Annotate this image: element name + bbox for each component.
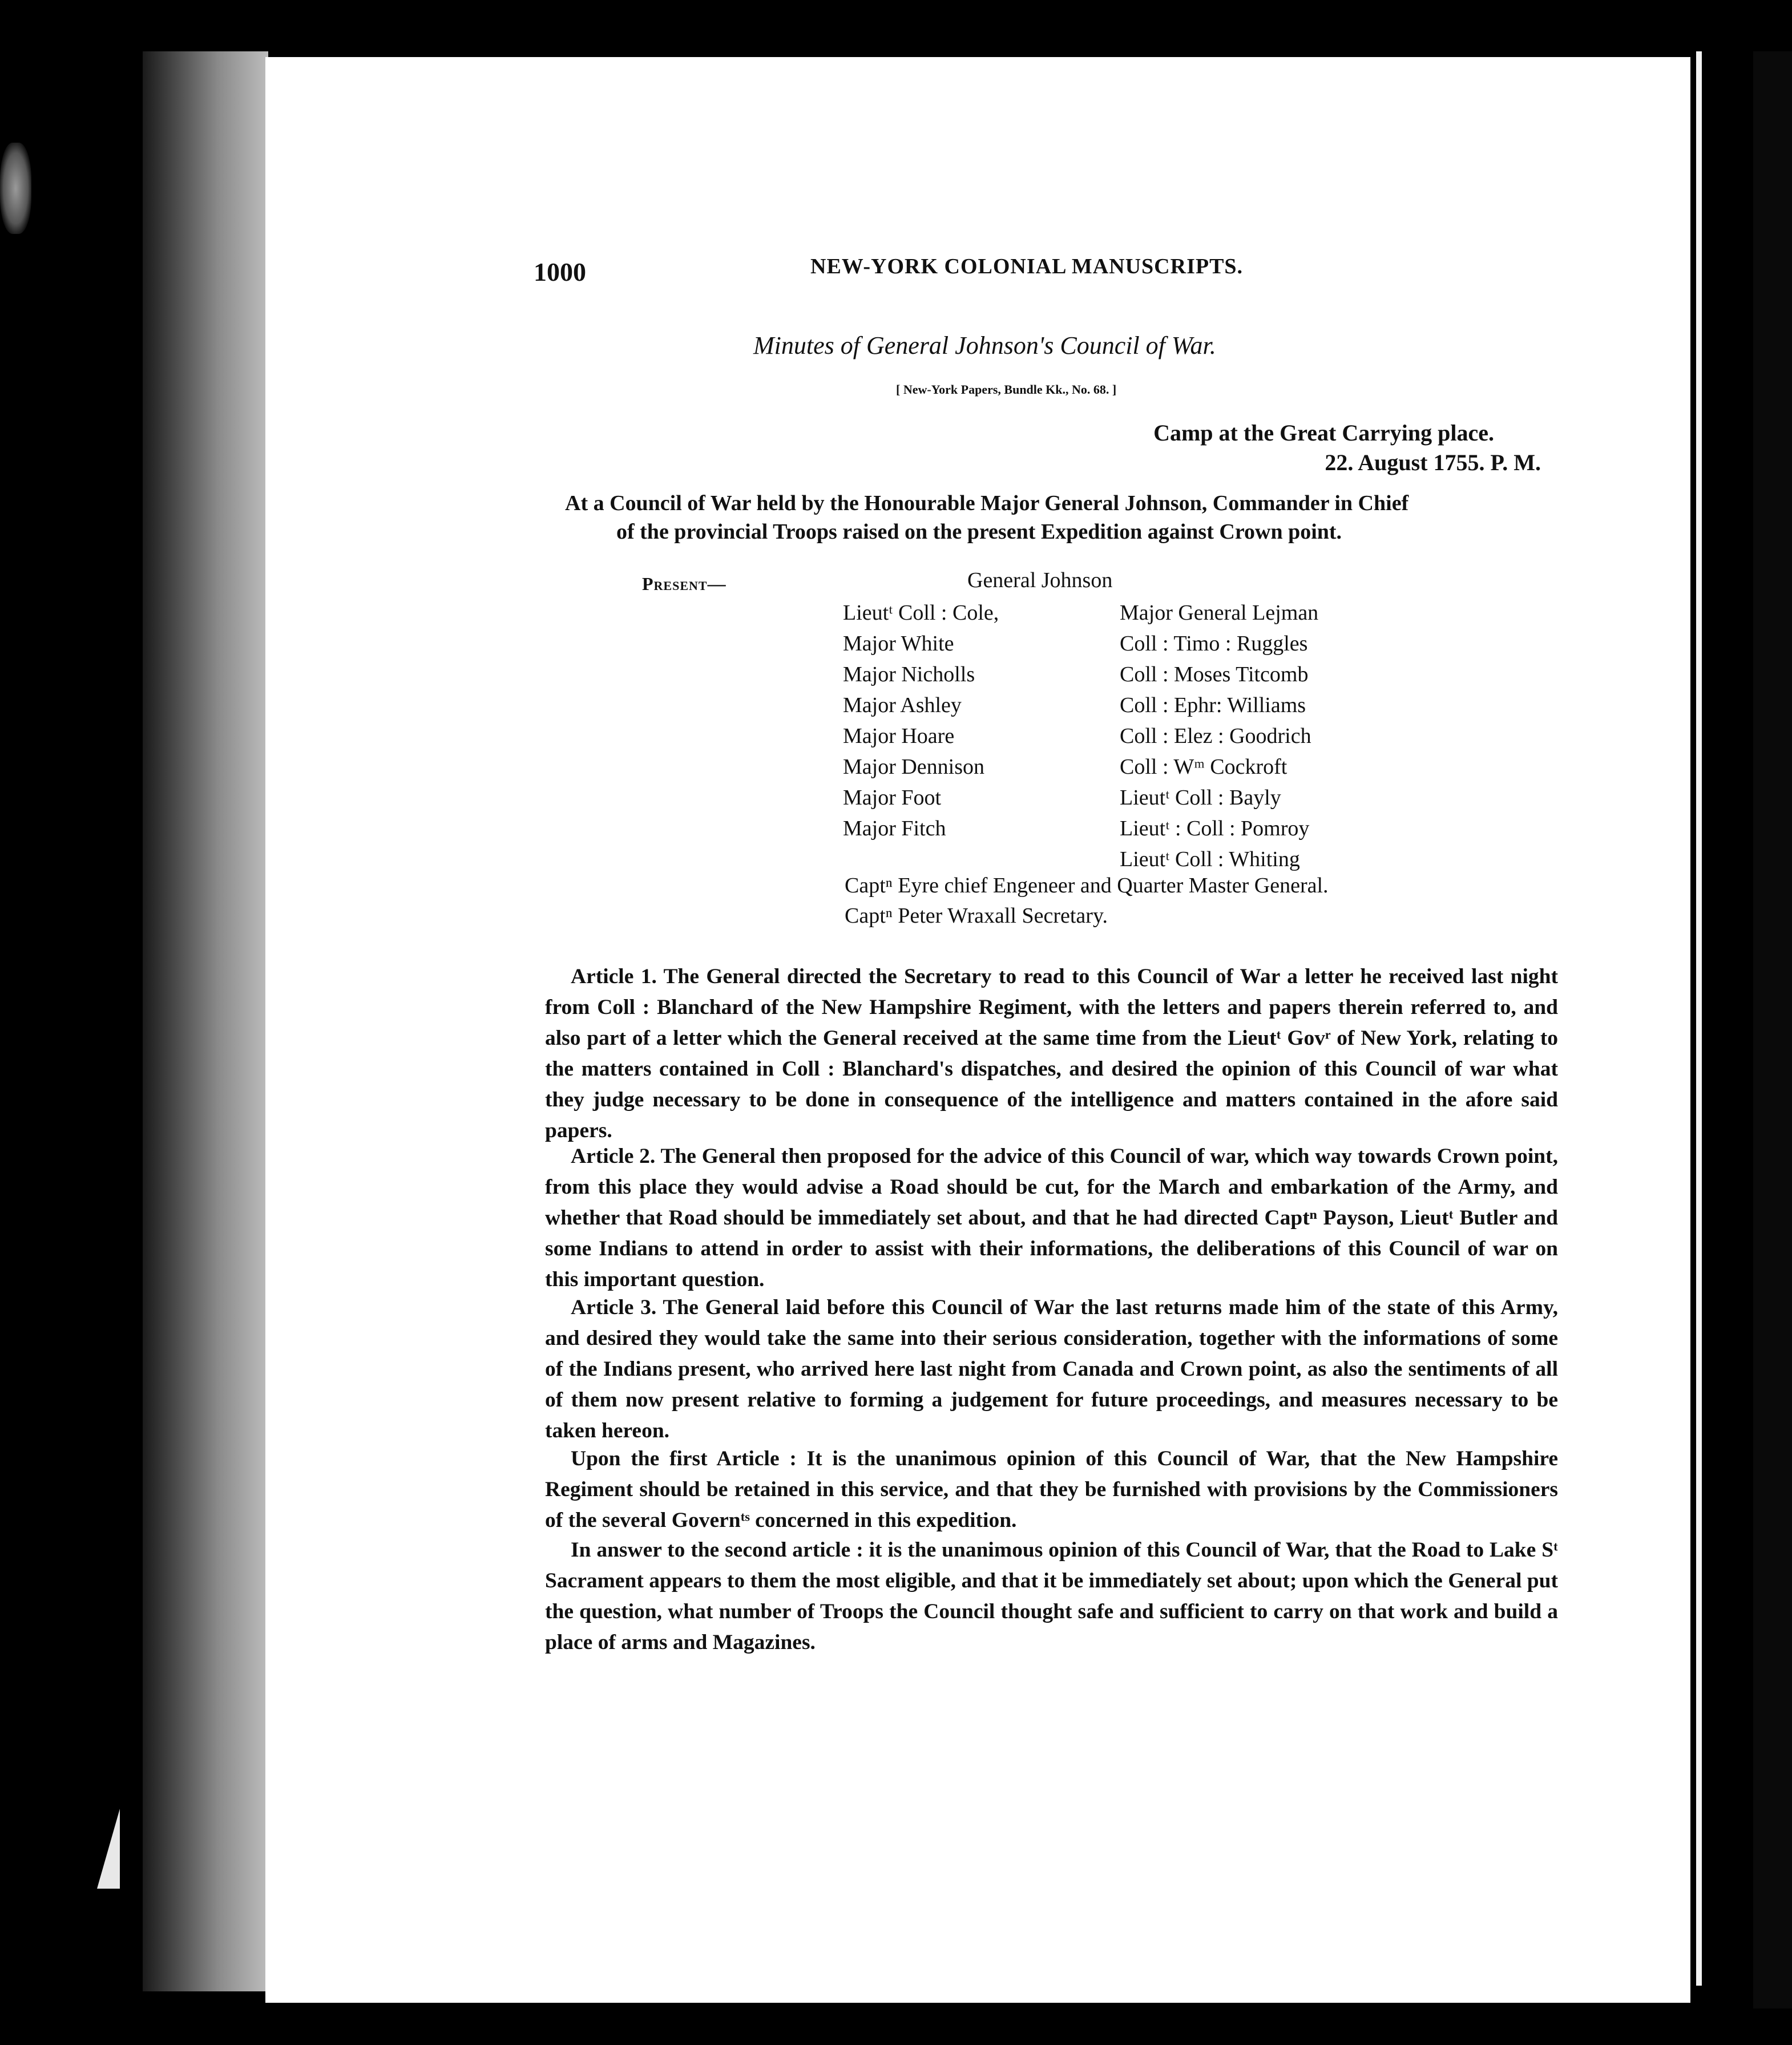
attendee-name: Major General Lejman: [1120, 601, 1319, 625]
officer-line: Captⁿ Peter Wraxall Secretary.: [845, 904, 1108, 928]
document-title: Minutes of General Johnson's Council of War.: [753, 332, 1216, 359]
scan-blot: [0, 143, 31, 234]
article-paragraph: Article 2. The General then proposed for the advice of this Council of war, which way towards Crown point, from this place they would advise a Road should be cut, for the March and embarkation of the Army, and whether that Road should be immediately set about, and that he had directed Captⁿ Payson, Lieutᵗ Butler and some Indians to attend in order to assist with their informations, the deliberations of this Council of war on this important question.: [545, 1145, 1558, 1291]
attendee-name: Coll : Wᵐ Cockroft: [1120, 755, 1288, 779]
article-paragraph: Article 3. The General laid before this Council of War the last returns made him of the state of this Army, and desired they would take the same into their serious consideration, together with the informations of some of the Indians present, who arrived here last night from Canada and Crown point, as also the sentiments of all of them now present relative to forming a judgement for future proceedings, and measures necessary to be taken hereon.: [545, 1296, 1558, 1442]
intro-line: of the provincial Troops raised on the present Expedition against Crown point.: [616, 520, 1342, 544]
attendee-name: Lieutᵗ Coll : Cole,: [843, 601, 999, 625]
officer-line: Captⁿ Eyre chief Engeneer and Quarter Master General.: [845, 874, 1329, 898]
article-paragraph: Article 1. The General directed the Secretary to read to this Council of War a letter he received last night from Coll : Blanchard of the New Hampshire Regiment, with the letters and papers therein referred to, and also part of a letter which the General received at the same time from the Lieutᵗ Govʳ of New York, relating to the matters contained in Coll : Blanchard's dispatches, and desired the opinion of this Council of war what they judge necessary to be done in consequence of the intelligence and matters contained in the afore said papers.: [545, 965, 1558, 1142]
attendee-name: Lieutᵗ : Coll : Pomroy: [1120, 817, 1310, 840]
attendee-name: Major White: [843, 632, 954, 656]
attendee-list-right: [1120, 597, 1318, 875]
attendee-name: Major Hoare: [843, 724, 955, 748]
resolution-paragraph: In answer to the second article : it is the unanimous opinion of this Council of War, that the Road to Lake Sᵗ Sacrament appears to them the most eligible, and that it be immediately set about; upon which the General put the question, what number of Troops the Council thought safe and sufficient to carry on that work and build a place of arms and Magazines.: [545, 1538, 1558, 1654]
intro-line: At a Council of War held by the Honourable Major General Johnson, Commander in Chief: [565, 491, 1409, 515]
attendee-name: Coll : Moses Titcomb: [1120, 662, 1309, 686]
present-label: Present—: [642, 573, 727, 594]
attendee-name: Lieutᵗ Coll : Bayly: [1120, 786, 1281, 810]
scan-page-corner: [97, 1809, 120, 1889]
attendee-name: Major Fitch: [843, 817, 946, 840]
place-line: Camp at the Great Carrying place.: [1153, 420, 1494, 446]
present-chief: General Johnson: [967, 568, 1113, 592]
resolution-paragraph: Upon the first Article : It is the unanimous opinion of this Council of War, that the New Hampshire Regiment should be retained in this service, and that they be furnished with provisions by the Commissioners of the several Governᵗˢ concerned in this expedition.: [545, 1447, 1558, 1532]
attendee-name: Coll : Ephr: Williams: [1120, 693, 1306, 717]
attendee-name: Lieutᵗ Coll : Whiting: [1120, 847, 1300, 871]
attendee-name: Major Ashley: [843, 693, 962, 717]
attendee-name: Major Foot: [843, 786, 942, 810]
attendee-name: Coll : Elez : Goodrich: [1120, 724, 1311, 748]
source-reference: [ New-York Papers, Bundle Kk., No. 68. ]: [896, 382, 1117, 397]
scan-page-edge-left: [143, 51, 268, 1991]
date-line: 22. August 1755. P. M.: [1325, 450, 1541, 475]
attendee-list-left: [843, 597, 999, 844]
attendee-name: Major Dennison: [843, 755, 985, 779]
attendee-name: Coll : Timo : Ruggles: [1120, 632, 1308, 656]
attendee-name: Major Nicholls: [843, 662, 975, 686]
page-number: 1000: [534, 257, 586, 286]
scan-page-edge-right: [1696, 51, 1702, 1986]
scan-background-right: [1753, 51, 1792, 2008]
running-head: NEW-YORK COLONIAL MANUSCRIPTS.: [810, 254, 1244, 278]
